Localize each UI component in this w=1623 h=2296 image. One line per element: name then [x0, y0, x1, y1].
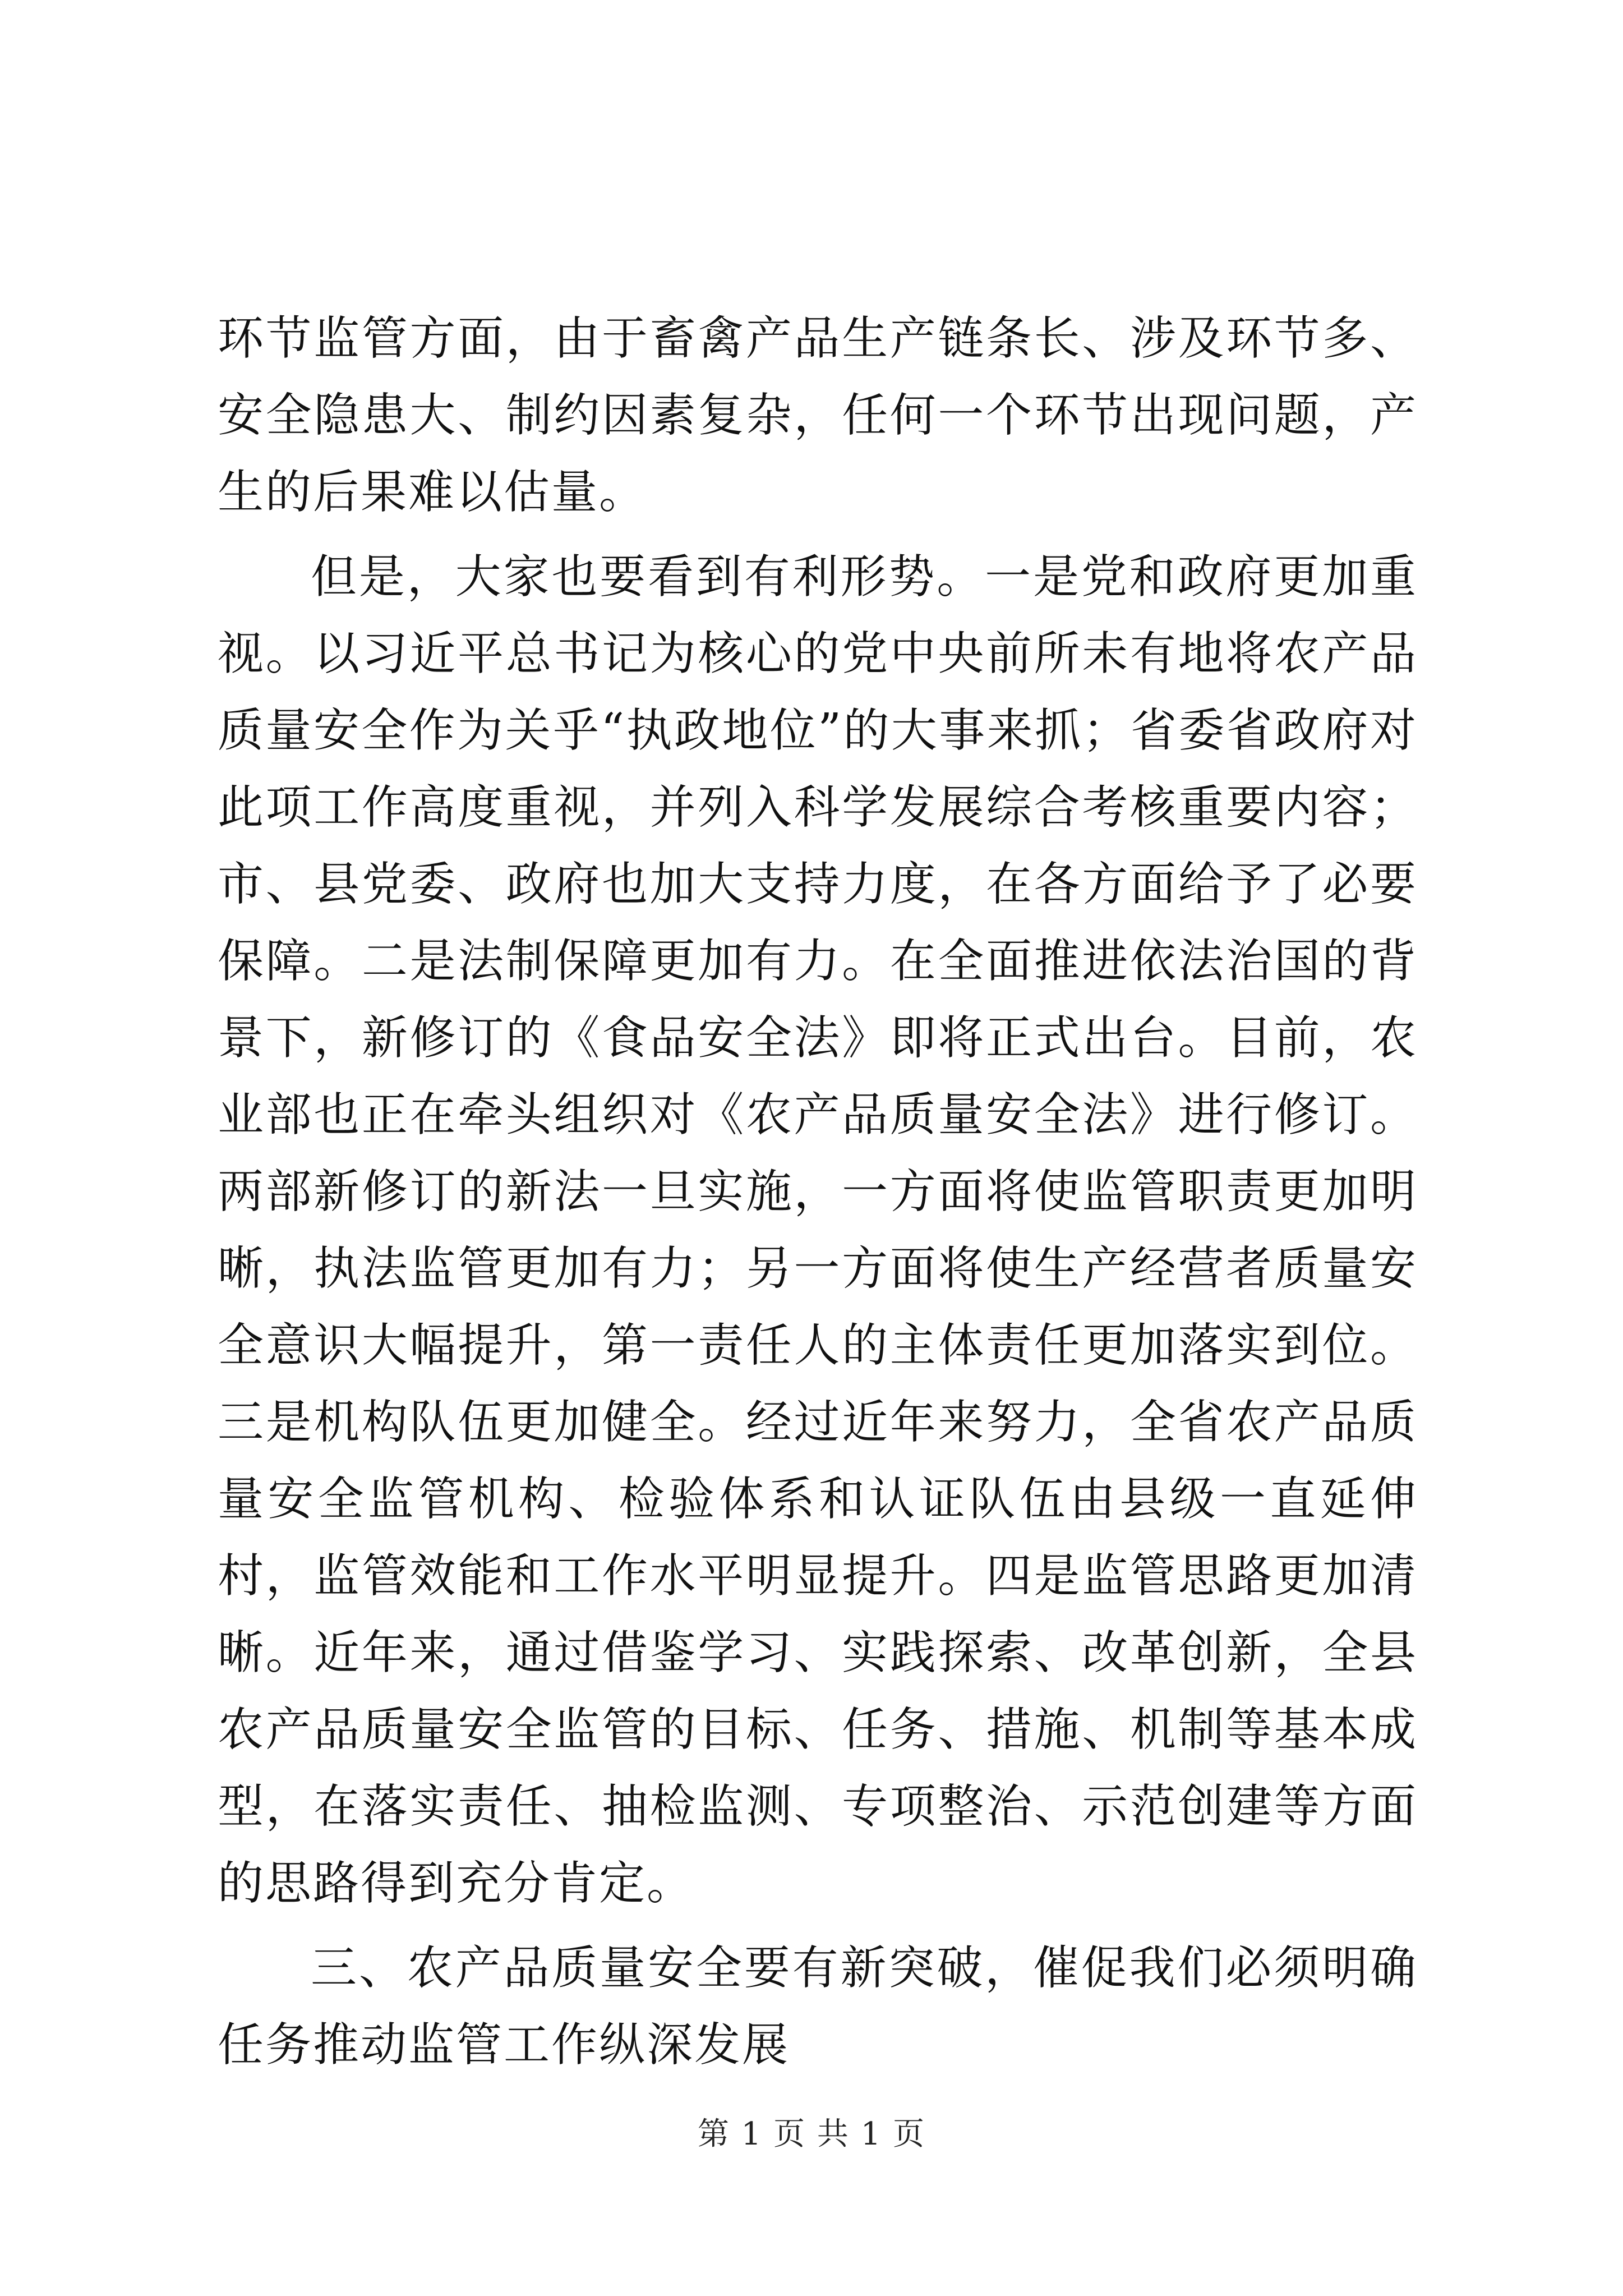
document-body — [218, 300, 1418, 2083]
page-footer: 第 1 页 共 1 页 — [697, 2116, 926, 2152]
paragraph-1: 环节监管方面，由于畜禽产品生产链条长、涉及环节多、安全隐患大、制约因素复杂，任何一个环节出现问题，产生的后果难以估量。 — [218, 312, 1418, 519]
paragraph-2: 但是，大家也要看到有利形势。一是党和政府更加重视。以习近平总书记为核心的党中央前所未有地将农产品质量安全作为关乎“执政地位”的大事来抓；省委省政府对此项工作高度重视，并列入科学发展综合考核重要内容；市、县党委、政府也加大支持力度，在各方面给予了必要保障。二是法制保障更加有力。在全面推进依法治国的背景下，新修订的《食品安全法》即将正式出台。目前，农业部也正在牵头组织对《农产品质量安全法》进行修订。两部新修订的新法一旦实施，一方面将使监管职责更加明晰，执法监管更加有力；另一方面将使生产经营者质量安全意识大幅提升，第一责任人的主体责任更加落实到位。三是机构队伍更加健全。经过近年来努力，全省农产品质量安全监管机构、检验体系和认证队伍由县级一直延伸村，监管效能和工作水平明显提升。四是监管思路更加清晰。近年来，通过借鉴学习、实践探索、改革创新，全县农产品质量安全监管的目标、任务、措施、机制等基本成型，在落实责任、抽检监测、专项整治、示范创建等方面的思路得到充分肯定。 — [218, 550, 1418, 1910]
section-heading-3: 三、农产品质量安全要有新突破，催促我们必须明确任务推动监管工作纵深发展 — [218, 1941, 1418, 2072]
